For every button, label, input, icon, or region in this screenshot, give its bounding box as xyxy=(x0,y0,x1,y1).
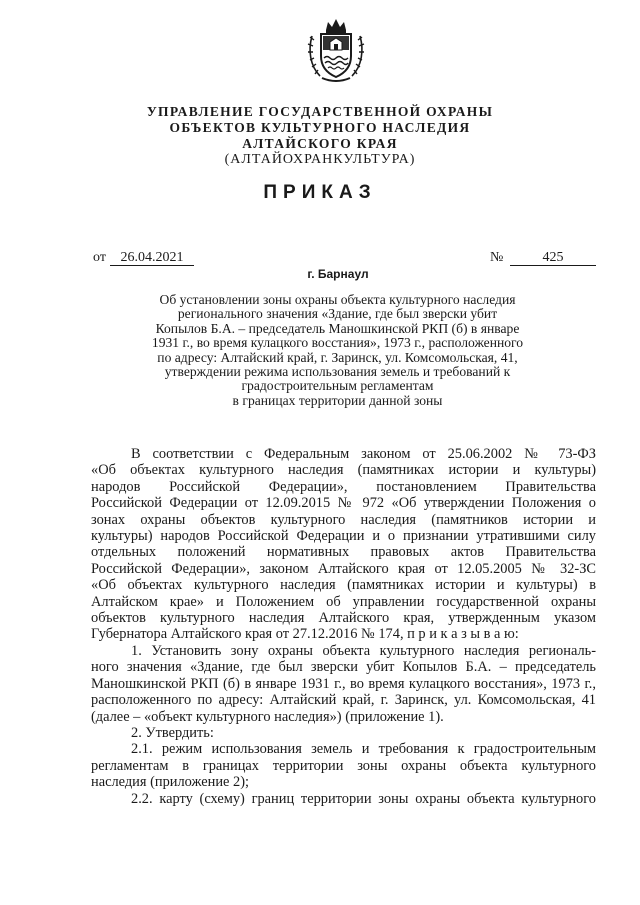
body-text-line: «Об объектах культурного наследия (памятниках истории и культуры) в xyxy=(91,577,596,594)
order-number: 425 xyxy=(510,250,596,266)
order-date: 26.04.2021 xyxy=(110,250,194,266)
body-text-line: зонах охраны объектов культурного наследия (памятников истории и xyxy=(91,511,596,528)
body-text-line: наследия (приложение 2); xyxy=(91,774,250,791)
date-prefix: от xyxy=(93,250,106,265)
subject-line: утверждении режима использования земель и требований к xyxy=(164,364,511,380)
document-type-title: ПРИКАЗ xyxy=(263,182,377,203)
body-text-line: 1. Установить зону охраны объекта культурного наследия региональ- xyxy=(131,642,596,659)
body-text-line: регламентам в границах территории зоны охраны объекта культурного xyxy=(91,757,596,774)
body-text-line: Алтайском крае» и Положением об управлении государственной охраны xyxy=(91,593,596,610)
body-text-line: объектов культурного наследия Алтайского края, утвержденным указом xyxy=(91,610,596,627)
city-name: г. Барнаул xyxy=(307,267,369,281)
body-text-line: «Об объектах культурного наследия (памятниках истории и культуры) xyxy=(91,462,596,479)
body-text-line: Маношкинской РКП (б) в январе 1931 г., во время кулацкого восстания», 1973 г., xyxy=(91,675,596,692)
org-name-line-1: УПРАВЛЕНИЕ ГОСУДАРСТВЕННОЙ ОХРАНЫ xyxy=(146,104,494,119)
org-name-line-3: АЛТАЙСКОГО КРАЯ xyxy=(242,136,398,151)
org-name-line-2: ОБЪЕКТОВ КУЛЬТУРНОГО НАСЛЕДИЯ xyxy=(169,120,471,135)
body-text-line: 2.1. режим использования земель и требования к градостроительным xyxy=(131,741,596,758)
body-text-line: культуры) народов Российской Федерации и о признании утратившими силу xyxy=(91,528,596,545)
number-prefix: № xyxy=(490,250,504,265)
body-text-line: (далее – «объект культурного наследия») (приложение 1). xyxy=(91,708,444,725)
subject-line: Копылов Б.А. – председатель Маношкинской РКП (б) в январе xyxy=(155,320,520,336)
subject-line: в границах территории данной зоны xyxy=(232,392,443,408)
body-text-line: Российской Федерации от 12.09.2015 № 972 «Об утверждении Положения о xyxy=(91,495,596,512)
altai-krai-coat-of-arms-icon xyxy=(306,14,366,86)
body-text-line: 2. Утвердить: xyxy=(131,724,214,741)
body-text-line: отдельных положений нормативных правовых актов Правительства xyxy=(91,544,596,561)
body-text-line: Российской Федерации», законом Алтайского края от 12.05.2005 № 32-ЗС xyxy=(91,560,596,577)
body-text-line: В соответствии с Федеральным законом от 25.06.2002 № 73-ФЗ xyxy=(131,446,596,462)
order-body-text xyxy=(91,446,596,807)
subject-line: 1931 г., во время кулацкого восстания», 1973 г., расположенного xyxy=(151,335,524,351)
org-name-abbreviation: (АЛТАЙОХРАНКУЛЬТУРА) xyxy=(224,152,416,167)
body-text-line: народов Российской Федерации», постановлением Правительства xyxy=(91,478,596,495)
subject-line: градостроительным регламентам xyxy=(241,378,434,394)
subject-line: Об установлении зоны охраны объекта культурного наследия xyxy=(159,292,516,307)
subject-line: по адресу: Алтайский край, г. Заринск, ул. Комсомольская, 41, xyxy=(157,349,518,365)
body-text-line: расположенного по адресу: Алтайский край, г. Заринск, ул. Комсомольская, 41 xyxy=(91,692,596,709)
subject-line: регионального значения «Здание, где был зверски убит xyxy=(177,306,498,322)
body-text-line: 2.2. карту (схему) границ территории зоны охраны объекта культурного xyxy=(131,790,596,807)
body-text-line: Губернатора Алтайского края от 27.12.2016 № 174, п р и к а з ы в а ю: xyxy=(91,626,519,643)
body-text-line: ного значения «Здание, где был зверски убит Копылов Б.А. – председатель xyxy=(91,659,596,676)
order-subject xyxy=(110,293,565,408)
